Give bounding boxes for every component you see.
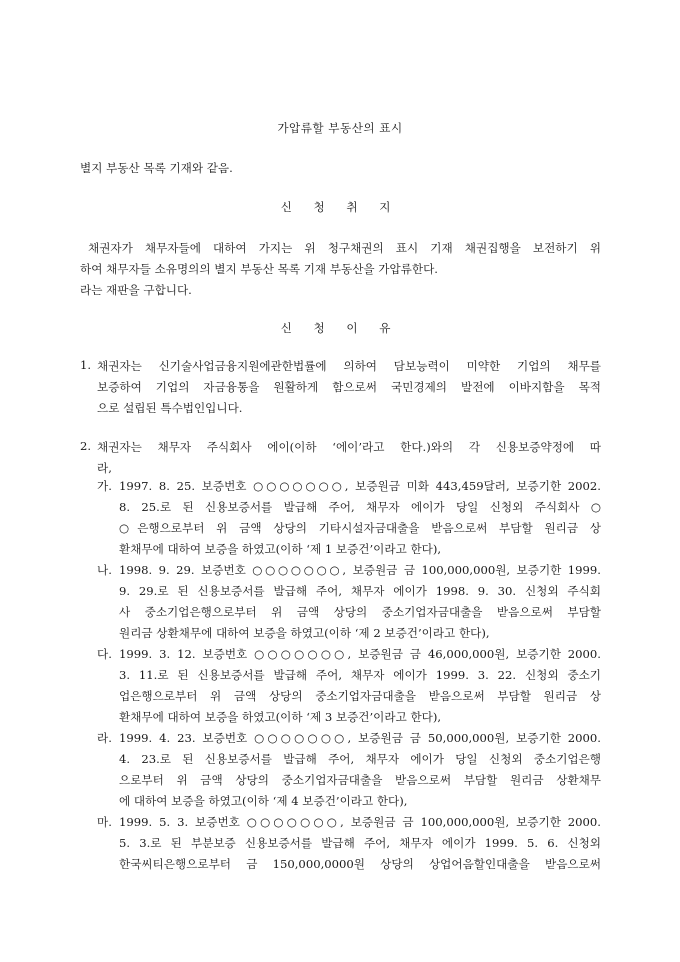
subitem-line: 1999. 5. 3. 보증번호 ○○○○○○○, 보증원금 금 100,000,000원, 보증기한 2000. <box>119 815 601 829</box>
subitem-line: 5. 3.로 된 부분보증 신용보증서를 발급해 주어, 채무자 에이가 1999. 5. 6. 신청외 <box>119 836 601 850</box>
item-line: 라, <box>97 461 112 475</box>
item-line: 채권자는 채무자 주식회사 에이(이하 ‘에이’라고 한다.)와의 각 신용보증약정에 따 <box>97 440 601 454</box>
subitem-line: 9. 29.로 된 신용보증서를 발급해 주어, 채무자 에이가 1998. 9. 30. 신청외 주식회 <box>119 584 601 598</box>
heading-purpose: 신 청 취 지 <box>280 200 400 214</box>
subitem-line: 8. 25.로 된 신용보증서를 발급해 주어, 채무자 에이가 당일 신청외 주식회사 ○ <box>119 500 601 514</box>
purpose-line: 하여 채무자들 소유명의의 별지 부동산 목록 기재 부동산을 가압류한다. <box>80 262 438 276</box>
subitem-line: 으로부터 위 금액 상당의 중소기업자금대출을 받음으로써 부담할 원리금 상환채무 <box>119 773 601 787</box>
item-line: 채권자는 신기술사업금융지원에관한법률에 의하여 담보능력이 미약한 기업의 채무를 <box>97 359 601 373</box>
item-line: 으로 설립된 특수법인입니다. <box>97 401 243 415</box>
subitem-line: 1999. 4. 23. 보증번호 ○○○○○○○, 보증원금 금 50,000,000원, 보증기한 2000. <box>119 731 601 745</box>
subitem-line: 업은행으로부터 위 금액 상당의 중소기업자금대출을 받음으로써 부담할 원리금 상 <box>119 689 601 703</box>
subitem-marker: 가. <box>97 479 112 493</box>
subitem-line: 한국씨티은행으로부터 금 150,000,0000원 상당의 상업어음할인대출을 받음으로써 <box>119 857 601 871</box>
subitem-line: 원리금 상환채무에 대하여 보증을 하였고(이하 ‘제 2 보증건’이라고 한다), <box>119 626 490 640</box>
subitem-line: 1998. 9. 29. 보증번호 ○○○○○○○, 보증원금 금 100,000,000원, 보증기한 1999. <box>119 563 601 577</box>
subitem-marker: 나. <box>97 563 112 577</box>
subitem-line: 4. 23.로 된 신용보증서를 발급해 주어, 채무자 에이가 당일 신청외 중소기업은행 <box>119 752 601 766</box>
subitem-line: 사 중소기업은행으로부터 위 금액 상당의 중소기업자금대출을 받음으로써 부담할 <box>119 605 601 619</box>
subitem-line: 환채무에 대하여 보증을 하였고(이하 ‘제 3 보증건’이라고 한다), <box>119 710 442 724</box>
heading-reason: 신 청 이 유 <box>280 321 400 335</box>
subitem-line: 1997. 8. 25. 보증번호 ○○○○○○○, 보증원금 미화 443,459달러, 보증기한 2002. <box>119 479 601 493</box>
heading-property: 가압류할 부동산의 표시 <box>277 121 403 135</box>
property-note: 별지 부동산 목록 기재와 같음. <box>80 161 233 175</box>
item-marker: 2. <box>80 439 92 453</box>
subitem-marker: 다. <box>97 647 112 661</box>
item-line: 보증하여 기업의 자금융통을 원활하게 함으로써 국민경제의 발전에 이바지함을 목적 <box>97 380 601 394</box>
item-marker: 1. <box>80 358 92 372</box>
subitem-line: 에 대하여 보증을 하였고(이하 ‘제 4 보증건’이라고 한다), <box>119 794 408 808</box>
subitem-line: 환채무에 대하여 보증을 하였고(이하 ‘제 1 보증건’이라고 한다), <box>119 542 442 556</box>
subitem-marker: 라. <box>97 731 112 745</box>
subitem-marker: 마. <box>97 815 112 829</box>
purpose-line: 라는 재판을 구합니다. <box>80 283 192 297</box>
purpose-line: 채권자가 채무자들에 대하여 가지는 위 청구채권의 표시 기재 채권집행을 보전하기 위 <box>88 241 601 255</box>
subitem-line: ○은행으로부터 위 금액 상당의 기타시설자금대출을 받음으로써 부담할 원리금 상 <box>119 521 601 535</box>
subitem-line: 1999. 3. 12. 보증번호 ○○○○○○○, 보증원금 금 46,000,000원, 보증기한 2000. <box>119 647 601 661</box>
subitem-line: 3. 11.로 된 신용보증서를 발급해 주어, 채무자 에이가 1999. 3. 22. 신청외 중소기 <box>119 668 601 682</box>
